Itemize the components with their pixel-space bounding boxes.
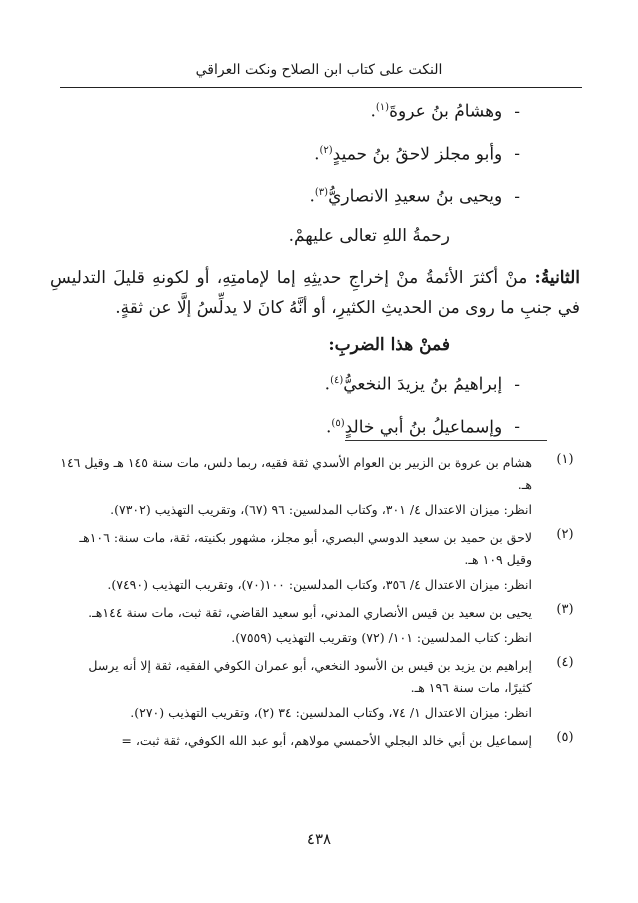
footnote-number: (٢) xyxy=(556,527,574,542)
footnote-reference: انظر: ميزان الاعتدال ٤/ ٣٠١، وكتاب المدلسين: ٩٦ (٦٧)، وتقريب التهذيب (٧٣٠٢). xyxy=(110,502,532,517)
footnote-text: يحيى بن سعيد بن قيس الأنصاري المدني، أبو سعيد القاضي، ثقة ثبت، مات سنة ١٤٤هـ. xyxy=(88,605,532,620)
list-item-text: وهشامُ بنُ عروةَ xyxy=(389,101,503,122)
rahma-line: رحمةُ اللهِ تعالى عليهمْ. xyxy=(288,225,450,246)
list-item-text: إبراهيمُ بنُ يزيدَ النخعيُّ xyxy=(343,374,503,395)
footnote-number: (٥) xyxy=(556,730,574,745)
footnote-reference: انظر: ميزان الاعتدال ٤/ ٣٥٦، وكتاب المدلسين: ١٠٠(٧٠)، وتقريب التهذيب (٧٤٩٠). xyxy=(107,577,532,592)
footnote xyxy=(58,527,580,596)
footnote xyxy=(58,655,580,724)
footnote-text: إبراهيم بن يزيد بن قيس بن الأسود النخعي، أبو عمران الكوفي الفقيه، ثقة إلا أنه يرسل كثيرًا، مات سنة ١٩٦ هـ. xyxy=(88,658,532,695)
list-item-text: وإسماعيلُ بنُ أبي خالدٍ xyxy=(344,417,503,438)
footnote-ref[interactable]: (٢) xyxy=(319,144,333,156)
paragraph xyxy=(50,263,580,323)
footnote-text: هشام بن عروة بن الزبير بن العوام الأسدي ثقة فقيه، ربما دلس، مات سنة ١٤٥ هـ وقيل ١٤٦ هـ. xyxy=(60,455,532,492)
footnote-ref[interactable]: (١) xyxy=(375,102,390,113)
footnote-number: (٤) xyxy=(556,655,574,670)
footnote-ref[interactable]: (٣) xyxy=(314,187,329,199)
running-header: النكت على كتاب ابن الصلاح ونكت العراقي xyxy=(195,62,443,78)
footnote-ref[interactable]: (٤) xyxy=(330,374,344,386)
footnote xyxy=(58,602,580,649)
footnote-text: إسماعيل بن أبي خالد البجلي الأحمسي مولاهم، أبو عبد الله الكوفي، ثقة ثبت، = xyxy=(121,733,532,748)
page-number: ٤٣٨ xyxy=(306,830,332,848)
paragraph-text: منْ أكثرَ الأئمةُ منْ إخراجِ حديثِهِ إما لإمامتِهِ، أو لكونهِ قليلَ التدليسِ في جنبِ ما روى من الحديثِ الكثيرِ، أو أنَّهُ كانَ لا يدلِّسُ إلَّا عن ثقةٍ. xyxy=(50,267,580,318)
footnote-number: (١) xyxy=(556,452,574,467)
main-text xyxy=(50,96,580,454)
footnote-number: (٣) xyxy=(556,602,574,617)
footnote-reference: انظر: كتاب المدلسين: ١٠١/ (٧٢) وتقريب التهذيب (٧٥٥٩). xyxy=(231,630,532,645)
footnote-ref[interactable]: (٥) xyxy=(331,417,345,429)
list-item: -ويحيى بنُ سعيدِ الانصاريُّ$^{(٣)}$. xyxy=(309,186,520,207)
list-item: -وإسماعيلُ بنُ أبي خالدٍ$^{(٥)}$. xyxy=(326,417,520,438)
footnote xyxy=(58,452,580,521)
footnote xyxy=(58,730,580,752)
list-item: -وأبو مجلز لاحقُ بنُ حميدٍ$^{(٢)}$. xyxy=(314,144,520,165)
header-rule xyxy=(60,87,582,88)
footnote-reference: انظر: ميزان الاعتدال ١/ ٧٤، وكتاب المدلسين: ٣٤ (٢)، وتقريب التهذيب (٢٧٠). xyxy=(130,705,532,720)
list-item-text: وأبو مجلز لاحقُ بنُ حميدٍ xyxy=(332,144,503,165)
list-item: -إبراهيمُ بنُ يزيدَ النخعيُّ$^{(٤)}$. xyxy=(324,374,520,395)
footnotes xyxy=(58,452,580,758)
footnote-separator xyxy=(345,440,547,441)
list-item-text: ويحيى بنُ سعيدِ الانصاريُّ xyxy=(328,186,503,207)
section-heading: فمنْ هذا الضربِ: xyxy=(328,334,450,355)
footnote-text: لاحق بن حميد بن سعيد الدوسي البصري، أبو مجلز، مشهور بكنيته، ثقة، مات سنة: ١٠٦هـ وقيل ١٠٩ هـ. xyxy=(79,530,532,567)
list-item: -وهشامُ بنُ عروةَ$^{(١)}$. xyxy=(370,101,520,122)
paragraph-label: الثانيةُ: xyxy=(534,267,581,288)
